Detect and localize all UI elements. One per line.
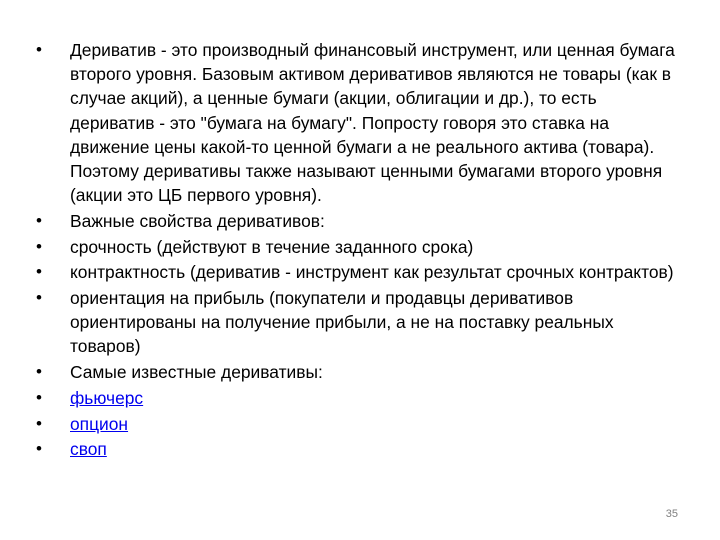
bullet-item-swap: [36, 437, 676, 461]
bullet-point-icon: •: [36, 439, 42, 459]
futures-link[interactable]: фьючерс: [70, 387, 144, 408]
definition-text: - это производный финансовый инструмент, или ценная бумага второго уровня. Базовым активом деривативов являются не товары (как в случае акций), а ценные бумаги (акции, облигации и др.), то есть дериватив - это "бумага на бумагу". Попросту говоря это ставка на движение цены какой-то ценной бумаги а не реального актива (товара). Поэтому деривативы также называют ценными бумагами второго уровня (акции это ЦБ первого уровня).: [70, 40, 675, 206]
bullet-point-icon: •: [36, 288, 42, 308]
bullet-point-icon: •: [36, 262, 42, 282]
bullet-item-derivative-definition: [36, 38, 676, 207]
bullet-point-icon: •: [36, 40, 42, 59]
bullet-item-properties-heading: [36, 209, 676, 233]
bullet-item-contract-property: [36, 260, 676, 284]
bullet-list: [36, 38, 676, 463]
swap-link[interactable]: своп: [70, 439, 107, 460]
bullet-point-icon: •: [36, 362, 42, 382]
bullet-text: Важные свойства деривативов:: [70, 210, 325, 231]
bullet-item-option: [36, 412, 676, 436]
bullet-point-icon: •: [36, 210, 42, 230]
bullet-point-icon: •: [36, 236, 42, 256]
bullet-item-profit-property: [36, 286, 676, 359]
bullet-item-known-derivatives: [36, 360, 676, 384]
bullet-text: срочность (действуют в течение заданного срока): [70, 236, 474, 257]
option-link[interactable]: опцион: [70, 413, 129, 434]
bullet-point-icon: •: [36, 387, 42, 407]
page-number: 35: [665, 508, 678, 520]
bullet-item-futures: [36, 386, 676, 410]
bullet-point-icon: •: [36, 413, 42, 433]
bullet-item-term-property: [36, 235, 676, 259]
bullet-text: ориентация на прибыль (покупатели и продавцы деривативов ориентированы на получение прибыли, а не на поставку реальных товаров): [70, 288, 614, 357]
bullet-text: Самые известные деривативы:: [70, 362, 323, 383]
term-derivative: Дериватив: [70, 40, 157, 60]
bullet-text: контрактность (дериватив - инструмент как результат срочных контрактов): [70, 262, 674, 283]
